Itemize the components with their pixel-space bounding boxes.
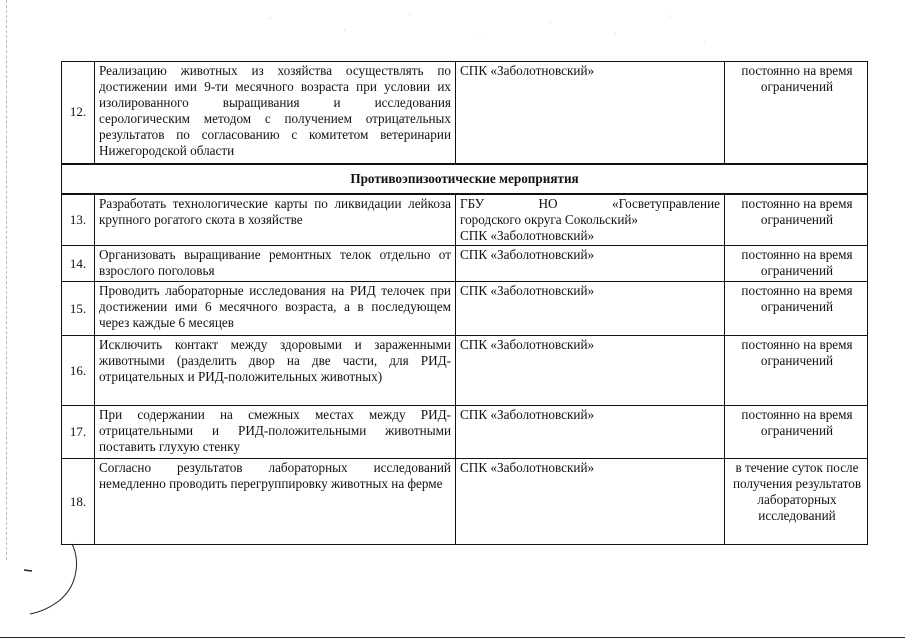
term-text: постоянно на время ограничений (725, 62, 868, 164)
table-row (62, 62, 868, 164)
action-text: Проводить лабораторные исследования на РИД телочек при достижении ими 6 месячного возраста, а в последующем через каждые 6 месяцев (95, 282, 456, 336)
action-text: При содержании на смежных местах между РИД-отрицательными и РИД-положительными животными поставить глухую стенку (95, 406, 456, 459)
row-number: 17. (62, 406, 95, 459)
row-number: 18. (62, 459, 95, 545)
executor-text: СПК «Заболотновский» (456, 62, 725, 164)
table-row (62, 282, 868, 336)
action-text: Исключить контакт между здоровыми и зараженными животными (разделить двор на две части, для РИД-отрицательных и РИД-положительных животных) (95, 336, 456, 406)
action-text: Организовать выращивание ремонтных телок отдельно от взрослого поголовья (95, 246, 456, 282)
scan-bottom-edge (0, 637, 905, 638)
term-text: постоянно на время ограничений (725, 246, 868, 282)
term-text: постоянно на время ограничений (725, 336, 868, 406)
executor-line: ГБУ НО «Госветуправление (460, 195, 720, 211)
term-text: в течение суток после получения результатов лабораторных исследований (725, 459, 868, 545)
row-number: 13. (62, 194, 95, 246)
row-number: 15. (62, 282, 95, 336)
section-header-row (62, 164, 868, 194)
row-number: 16. (62, 336, 95, 406)
executor-text: СПК «Заболотновский» (456, 406, 725, 459)
executor-text: СПК «Заболотновский» (456, 459, 725, 545)
row-number: 12. (62, 62, 95, 164)
executor-text: СПК «Заболотновский» (456, 246, 725, 282)
measures-table (61, 61, 868, 545)
action-text: Согласно результатов лабораторных исследований немедленно проводить перегруппировку животных на ферме (95, 459, 456, 545)
table-row (62, 336, 868, 406)
scan-noise-specks (250, 8, 730, 48)
action-text: Разработать технологические карты по ликвидации лейкоза крупного рогатого скота в хозяйстве (95, 194, 456, 246)
table-row (62, 246, 868, 282)
executor-line: СПК «Заболотновский» (460, 227, 595, 243)
scan-left-edge (6, 0, 8, 560)
table-body (62, 62, 868, 545)
row-number: 14. (62, 246, 95, 282)
table-row (62, 406, 868, 459)
term-text: постоянно на время ограничений (725, 406, 868, 459)
handwritten-margin-mark (20, 540, 90, 620)
executor-line: городского округа Сокольский» (460, 211, 639, 227)
action-text: Реализацию животных из хозяйства осуществлять по достижении ими 9-ти месячного возраста при условии их изолированного выращивания и исследования серологическим методом с получением отрицательных результатов по согласованию с комитетом ветеринарии Нижегородской области (95, 62, 456, 164)
section-title: Противоэпизоотические мероприятия (62, 164, 868, 194)
executor-text: СПК «Заболотновский» (456, 282, 725, 336)
table-row (62, 459, 868, 545)
executor-text (456, 194, 725, 246)
term-text: постоянно на время ограничений (725, 282, 868, 336)
table-row (62, 194, 868, 246)
term-text: постоянно на время ограничений (725, 194, 868, 246)
executor-text: СПК «Заболотновский» (456, 336, 725, 406)
